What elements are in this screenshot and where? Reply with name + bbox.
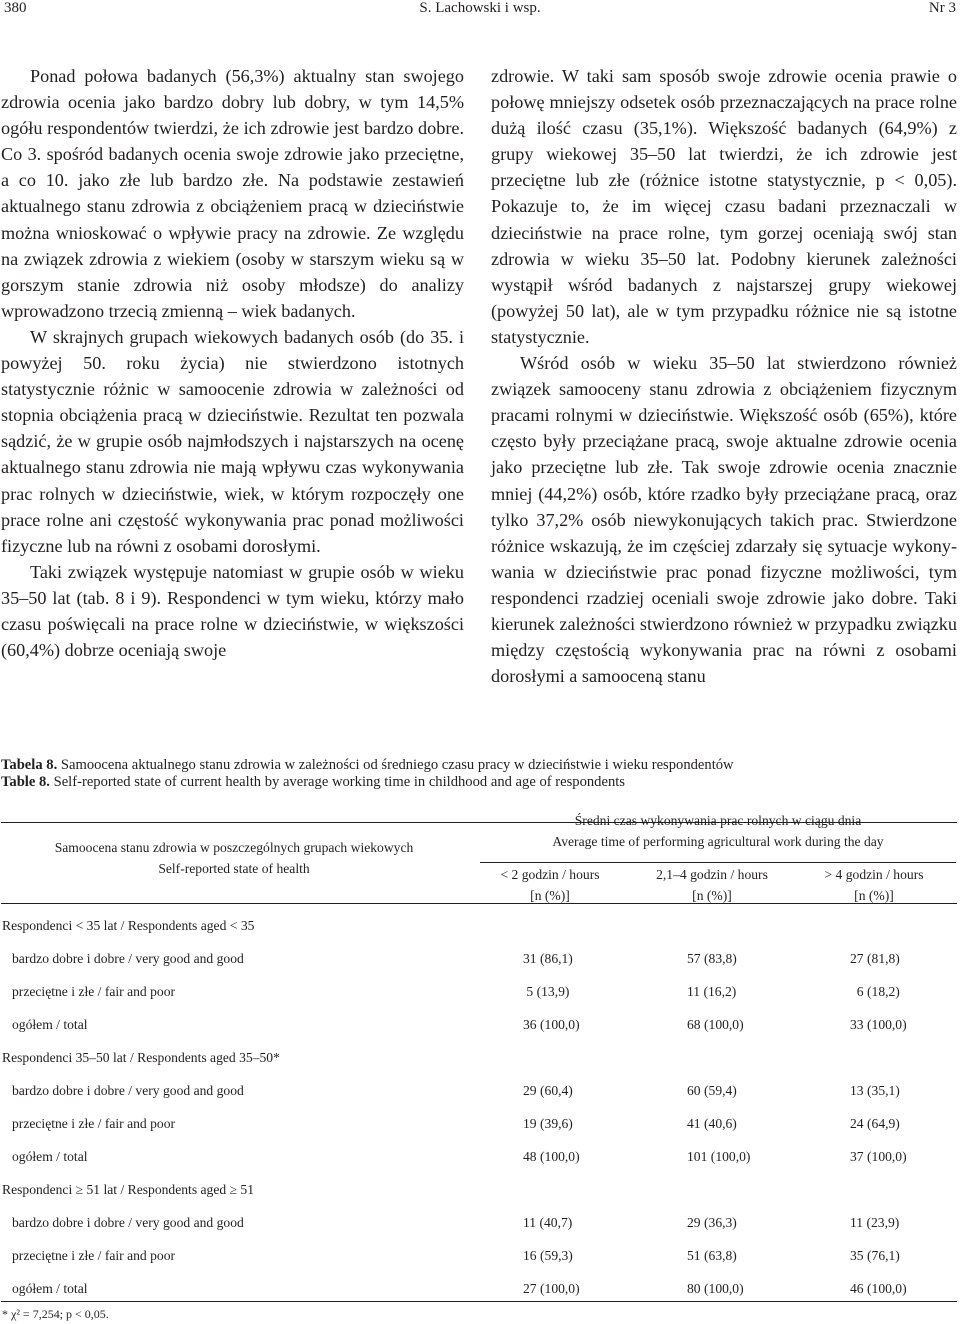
table-cell: 16 (59,3)	[523, 1248, 573, 1263]
table-cell: 5 (13,9)	[523, 984, 570, 999]
table-caption	[1, 757, 956, 791]
row-label: ogółem / total	[12, 1281, 88, 1296]
table-row	[0, 1015, 960, 1035]
table-footnote: * χ² = 7,254; p < 0,05.	[2, 1307, 109, 1321]
row-label: bardzo dobre i dobre / very good and good	[12, 951, 244, 966]
paragraph: W skrajnych grupach wiekowych badanych osób (do 35. i powyżej 50. roku życia) nie stwierdzono istotnych statystycznie różnic w samoocenie zdrowia w zależności od stopnia obciążenia pracą w dzieciństwie. Rezultat ten pozwala sądzić, że w grupie osób najmłodszych i najstarszych na ocenę aktualnego stanu zdrowia nie mają wpływu czas wykonywania prac rolnych w dzieciństwie, wiek, w którym rozpoczęły one prace rolne ani częstość wykonywania prac ponad możliwości fizyczne lub na równi z osobami dorosłymi.	[1, 326, 464, 556]
paragraph: zdrowie. W taki sam sposób swoje zdrowie ocenia prawie o połowę mniejszy odsetek osób przeznaczających na prace rolne dużą ilość czasu (35,1%). Większość badanych (64,9%) z grupy wiekowej 35–50 lat twierdzi, że ich zdrowie jest przeciętne lub złe (różnice istotne statystycznie, p < 0,05). Pokazuje to, że im więcej czasu badani przeznaczali w dzieciństwie na prace rolne, tym gorzej oceniają swój stan zdrowia w wieku 35–50 lat. Podobny kierunek zależności wystąpił wśród badanych z najstarszej grupy wiekowej (powyżej 50 lat), ale w tym przypadku różnice nie są istotne statystycznie.	[491, 66, 957, 347]
table-cell: 33 (100,0)	[850, 1017, 907, 1032]
table-row	[0, 949, 960, 969]
spanning-header	[480, 810, 956, 852]
table-cell: 13 (35,1)	[850, 1083, 900, 1098]
table-cell: 68 (100,0)	[687, 1017, 744, 1032]
table-cell: 11 (23,9)	[850, 1215, 900, 1230]
caption-english	[1, 774, 956, 791]
issue-number: Nr 3	[928, 0, 956, 16]
table-group-row	[0, 916, 960, 936]
table-row	[0, 1213, 960, 1233]
running-header	[0, 0, 960, 16]
table-group-row	[0, 1180, 960, 1200]
row-label: Respondenci 35–50 lat / Respondents aged 35–50*	[2, 1050, 280, 1065]
row-label: bardzo dobre i dobre / very good and good	[12, 1215, 244, 1230]
table-cell: 6 (18,2)	[850, 984, 900, 999]
caption-text: Samoocena aktualnego stanu zdrowia w zależności od średniego czasu pracy w dzieciństwie i wieku respondentów	[57, 757, 734, 773]
table-cell: 35 (76,1)	[850, 1248, 900, 1263]
table-row	[0, 1147, 960, 1167]
row-label: Respondenci ≥ 51 lat / Respondents aged ≥ 51	[2, 1182, 255, 1197]
row-label: bardzo dobre i dobre / very good and good	[12, 1083, 244, 1098]
row-label: przeciętne i złe / fair and poor	[12, 1116, 176, 1131]
spanning-header-en: Average time of performing agricultural work during the day	[552, 834, 884, 849]
paragraph: Taki związek występuje natomiast w grupie osób w wieku 35–50 lat (tab. 8 i 9). Respondenci w tym wieku, którzy mało czasu poświęcali na prace rolne w dzieciństwie, w większości (60,4%) dobrze oceniają swoje	[1, 561, 464, 661]
caption-text: Self-reported state of current health by average working time in childhood and age of respondents	[49, 774, 625, 790]
caption-label: Table 8.	[1, 774, 50, 790]
table-cell: 46 (100,0)	[850, 1281, 907, 1296]
column-header-label: > 4 godzin / hours	[824, 867, 924, 882]
row-label: przeciętne i złe / fair and poor	[12, 1248, 176, 1263]
table-cell: 29 (36,3)	[687, 1215, 737, 1230]
caption-label: Tabela 8.	[1, 757, 58, 773]
table-cell: 27 (81,8)	[850, 951, 900, 966]
right-text-column	[491, 63, 957, 689]
stub-header-en: Self-reported state of health	[158, 861, 310, 876]
table-cell: 19 (39,6)	[523, 1116, 573, 1131]
column-header-unit: [n (%)]	[692, 888, 732, 903]
row-label: Respondenci < 35 lat / Respondents aged < 35	[2, 918, 255, 933]
spanning-header-pl: Średni czas wykonywania prac rolnych w ciągu dnia	[574, 813, 862, 828]
row-label: przeciętne i złe / fair and poor	[12, 984, 176, 999]
row-label: ogółem / total	[12, 1017, 88, 1032]
table-cell: 24 (64,9)	[850, 1116, 900, 1131]
table-cell: 11 (40,7)	[523, 1215, 573, 1230]
table-cell: 80 (100,0)	[687, 1281, 744, 1296]
left-text-column	[1, 63, 464, 663]
table-cell: 57 (83,8)	[687, 951, 737, 966]
table-row	[0, 1279, 960, 1299]
table-rule	[480, 862, 956, 863]
column-header-unit: [n (%)]	[530, 888, 570, 903]
table-row	[0, 1114, 960, 1134]
table-cell: 27 (100,0)	[523, 1281, 580, 1296]
page-number: 380	[4, 0, 27, 16]
table-cell: 41 (40,6)	[687, 1116, 737, 1131]
table-cell: 29 (60,4)	[523, 1083, 573, 1098]
table-cell: 51 (63,8)	[687, 1248, 737, 1263]
column-header	[480, 864, 620, 906]
table-cell: 37 (100,0)	[850, 1149, 907, 1164]
paragraph: Wśród osób w wieku 35–50 lat stwierdzono również związek samooceny stanu zdrowia z obciążeniem fizycznym pracami rolnymi w dzieciństwie. Większość osób (65%), które często były przeciążane pracą, swoje aktualne zdrowie ocenia jako przeciętne lub złe. Tak swoje zdrowie ocenia znacznie mniej (44,2%) osób, które rzadko były przeciążane pracą, oraz tylko 37,2% osób niewykonujących takich prac. Stwierdzone różnice wskazują, że im częściej zdarzały się sytuacje wykonywania w dzieciństwie prac ponad fizyczne możliwości, tym respondenci rzadziej oceniali swoje zdrowie jako dobre. Taki kierunek zależności stwierdzono również w przypadku związku między częstością wykonywania prac na równi z osobami dorosłymi a samooceną stanu	[491, 353, 957, 687]
table-row	[0, 982, 960, 1002]
table-row	[0, 1081, 960, 1101]
table-cell: 31 (86,1)	[523, 951, 573, 966]
stub-header-pl: Samoocena stanu zdrowia w poszczególnych grupach wiekowych	[54, 840, 414, 855]
column-header-label: 2,1–4 godzin / hours	[656, 867, 768, 882]
table-group-row	[0, 1048, 960, 1068]
table-row	[0, 1246, 960, 1266]
table-cell: 36 (100,0)	[523, 1017, 580, 1032]
running-authors: S. Lachowski i wsp.	[419, 0, 541, 16]
table-cell: 101 (100,0)	[687, 1149, 751, 1164]
column-header-unit: [n (%)]	[854, 888, 894, 903]
paragraph: Ponad połowa badanych (56,3%) aktualny stan swojego zdrowia ocenia jako bardzo dobry lub dobry, w tym 14,5% ogółu respondentów twierdzi, że ich zdrowie jest bardzo dobre. Co 3. spośród badanych ocenia swoje zdrowie jako przeciętne, a co 10. jako złe lub bardzo złe. Na podstawie zestawień aktualnego stanu zdrowia z obciążeniem pracą w dzieciństwie można wnioskować o wpływie pracy na zdrowie. Ze względu na związek zdrowia z wiekiem (osoby w starszym wieku są w gorszym stanie zdrowia niż osoby młodsze) do analizy wprowadzono trzecią zmienną – wiek badanych.	[1, 66, 464, 321]
caption-polish	[1, 757, 956, 774]
table-cell: 60 (59,4)	[687, 1083, 737, 1098]
column-header	[634, 864, 790, 906]
column-header	[800, 864, 948, 906]
table-cell: 11 (16,2)	[687, 984, 737, 999]
stub-header	[4, 837, 464, 879]
column-header-label: < 2 godzin / hours	[500, 867, 600, 882]
table-cell: 48 (100,0)	[523, 1149, 580, 1164]
table-rule	[1, 1301, 957, 1302]
row-label: ogółem / total	[12, 1149, 88, 1164]
